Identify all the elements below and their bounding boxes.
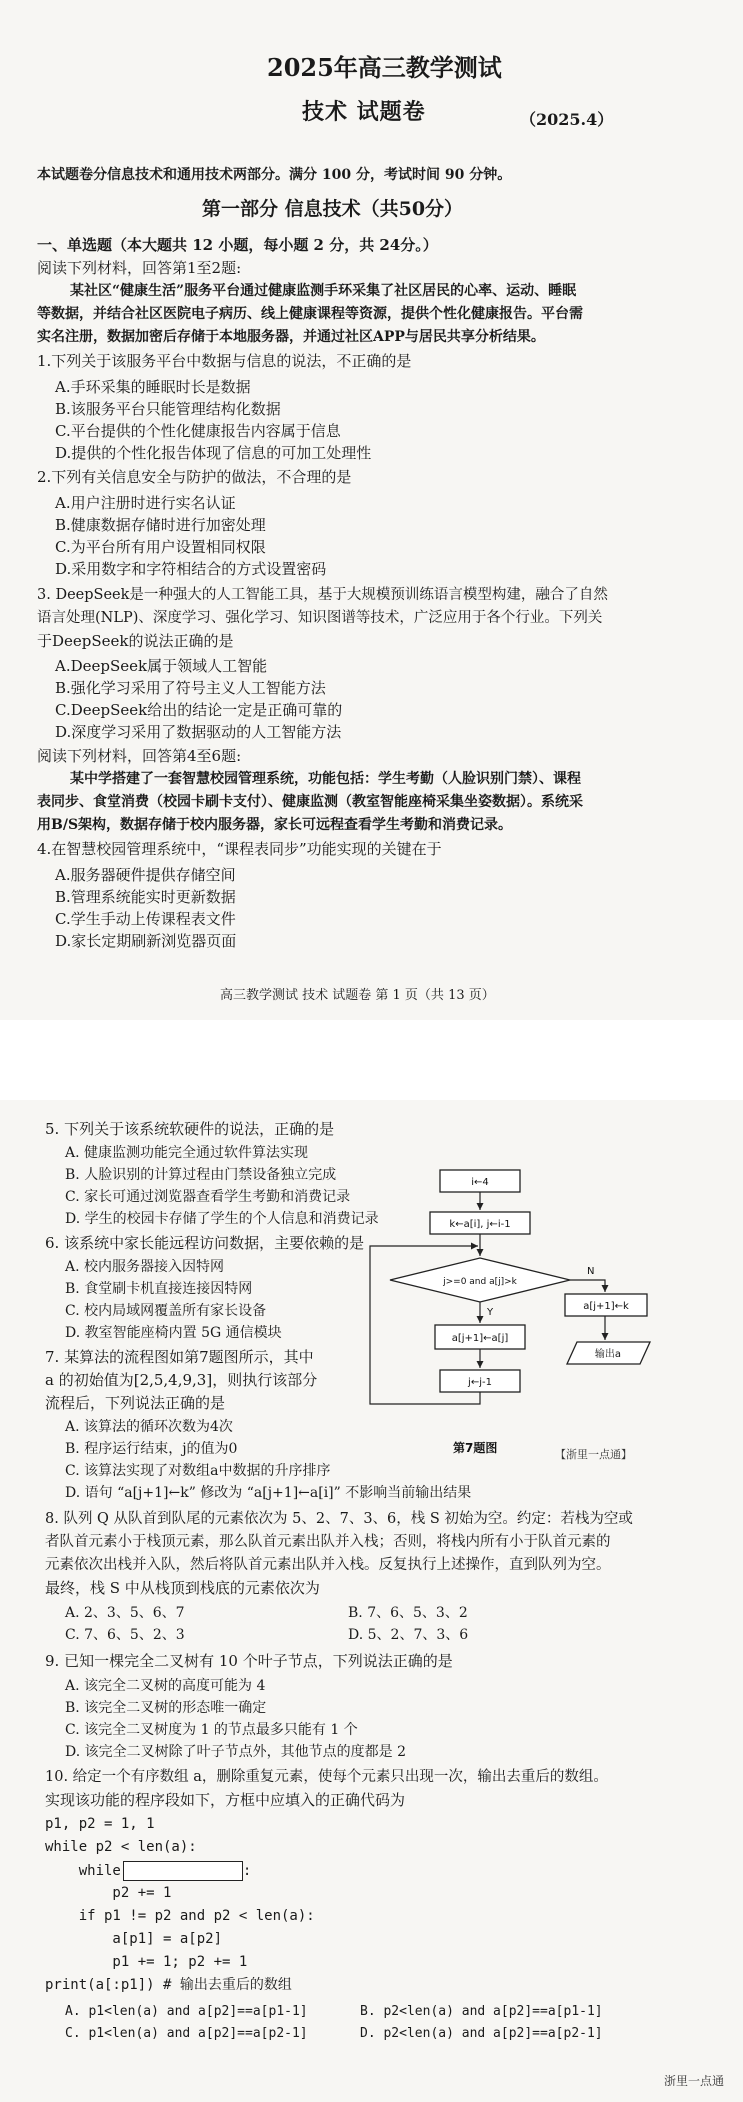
q5-option-a: A. 健康监测功能完全通过软件算法实现 (65, 1145, 309, 1161)
q5-option-c: C. 家长可通过浏览器查看学生考勤和消费记录 (65, 1189, 351, 1205)
q2-option-d: D.采用数字和字符相结合的方式设置密码 (55, 560, 327, 578)
q5-option-d: D. 学生的校园卡存储了学生的个人信息和消费记录 (65, 1211, 379, 1227)
q8-stem-line-1: 8. 队列 Q 从队首到队尾的元素依次为 5、2、7、3、6，栈 S 初始为空。约定：若栈为空或 (45, 1511, 633, 1527)
q2-option-c: C.为平台所有用户设置相同权限 (55, 538, 266, 556)
q8-option-d: D. 5、2、7、3、6 (348, 1627, 469, 1643)
q9-stem: 9. 已知一棵完全二叉树有 10 个叶子节点，下列说法正确的是 (45, 1652, 453, 1670)
q10-option-b: B. p2<len(a) and a[p2]==a[p1-1] (360, 2004, 603, 2019)
flow-assign-text: k←a[i], j←i-1 (449, 1219, 511, 1230)
q8-stem-line-4: 最终，栈 S 中从栈顶到栈底的元素依次为 (45, 1579, 320, 1597)
q8-stem-line-2: 者队首元素小于栈顶元素，那么队首元素出队并入栈；否则，将栈内所有小于队首元素的 (45, 1534, 611, 1550)
q6-stem: 6. 该系统中家长能远程访问数据，主要依赖的是 (45, 1234, 365, 1252)
flow-output-text: 输出a (594, 1349, 622, 1360)
corner-watermark: 浙里一点通 (664, 2074, 725, 2088)
q2-option-a: A.用户注册时进行实名认证 (55, 494, 236, 512)
reading-instruction-1: 阅读下列材料，回答第1至2题: (37, 259, 242, 277)
flowchart-watermark: 【浙里一点通】 (555, 1448, 632, 1461)
exam-subtitle: 技术 试题卷 (302, 99, 426, 125)
q1-option-b: B.该服务平台只能管理结构化数据 (55, 400, 281, 418)
exam-page-2 (0, 1100, 743, 2102)
exam-title: 2025年高三教学测试 (267, 53, 502, 82)
q10-stem-line-2: 实现该功能的程序段如下，方框中应填入的正确代码为 (45, 1791, 406, 1809)
flowchart-caption: 第7题图 (453, 1441, 498, 1455)
q10-code-line-1: p1, p2 = 1, 1 (45, 1816, 155, 1832)
exam-date: （2025.4） (520, 110, 614, 129)
q1-stem: 1.下列关于该服务平台中数据与信息的说法，不正确的是 (37, 352, 412, 370)
q4-option-c: C.学生手动上传课程表文件 (55, 910, 236, 928)
q10-code-line-8: print(a[:p1]) # 输出去重后的数组 (45, 1977, 292, 1993)
q8-option-c: C. 7、6、5、2、3 (65, 1627, 185, 1643)
flow-decrement-text: j←j-1 (468, 1377, 492, 1388)
q10-option-c: C. p1<len(a) and a[p2]==a[p2-1] (65, 2026, 308, 2041)
flow-place-text: a[j+1]←k (583, 1301, 629, 1312)
q7-flowchart (365, 1160, 665, 1480)
q7-stem-line-2: a 的初始值为[2,5,4,9,3]，则执行该部分 (45, 1371, 318, 1389)
q7-option-a: A. 该算法的循环次数为4次 (65, 1419, 233, 1435)
q9-option-c: C. 该完全二叉树度为 1 的节点最多只能有 1 个 (65, 1722, 358, 1738)
q7-stem-line-3: 流程后，下列说法正确的是 (45, 1394, 226, 1412)
q10-code-line-5: if p1 != p2 and p2 < len(a): (45, 1908, 315, 1924)
q7-option-b: B. 程序运行结束，j的值为0 (65, 1441, 238, 1457)
material-1-line-2: 等数据，并结合社区医院电子病历、线上健康课程等资源，提供个性化健康报告。平台需 (37, 306, 583, 322)
q10-code-line-2: while p2 < len(a): (45, 1839, 197, 1855)
q4-option-a: A.服务器硬件提供存储空间 (55, 866, 236, 884)
flow-yes-label: Y (487, 1307, 494, 1318)
q6-option-d: D. 教室智能座椅内置 5G 通信模块 (65, 1325, 282, 1341)
q2-option-b: B.健康数据存储时进行加密处理 (55, 516, 266, 534)
q4-stem: 4.在智慧校园管理系统中，“课程表同步”功能实现的关键在于 (37, 840, 442, 858)
material-2-line-1: 某中学搭建了一套智慧校园管理系统，功能包括：学生考勤（人脸识别门禁）、课程 (70, 771, 581, 787)
material-1-line-3: 实名注册，数据加密后存储于本地服务器，并通过社区APP与居民共享分析结果。 (37, 329, 545, 345)
q8-option-a: A. 2、3、5、6、7 (65, 1605, 185, 1621)
q10-answer-blank[interactable] (123, 1861, 243, 1881)
q9-option-b: B. 该完全二叉树的形态唯一确定 (65, 1700, 267, 1716)
flow-init-text: i←4 (471, 1177, 489, 1188)
q3-option-d: D.深度学习采用了数据驱动的人工智能方法 (55, 723, 342, 741)
page-footer: 高三教学测试 技术 试题卷 第 1 页（共 13 页） (220, 988, 495, 1003)
q9-option-d: D. 该完全二叉树除了叶子节点外，其他节点的度都是 2 (65, 1744, 406, 1760)
q10-stem-line-1: 10. 给定一个有序数组 a，删除重复元素，使每个元素只出现一次，输出去重后的数组。 (45, 1769, 608, 1785)
q3-stem-line-2: 语言处理(NLP)、深度学习、强化学习、知识图谱等技术，广泛应用于各个行业。下列关 (37, 610, 603, 626)
q10-code-line-7: p1 += 1; p2 += 1 (45, 1954, 248, 1970)
q6-option-b: B. 食堂刷卡机直接连接因特网 (65, 1281, 253, 1297)
q6-option-a: A. 校内服务器接入因特网 (65, 1259, 225, 1275)
q4-option-b: B.管理系统能实时更新数据 (55, 888, 236, 906)
q3-option-a: A.DeepSeek属于领域人工智能 (55, 657, 268, 675)
q10-code-while-keyword: while (45, 1863, 121, 1879)
q7-option-d: D. 语句 “a[j+1]←k” 修改为 “a[j+1]←a[i]” 不影响当前输出结果 (65, 1485, 472, 1501)
q1-option-c: C.平台提供的个性化健康报告内容属于信息 (55, 422, 341, 440)
material-2-line-3: 用B/S架构，数据存储于校内服务器，家长可远程查看学生考勤和消费记录。 (37, 817, 513, 833)
material-1-line-1: 某社区“健康生活”服务平台通过健康监测手环采集了社区居民的心率、运动、睡眠 (70, 283, 577, 299)
q3-option-b: B.强化学习采用了符号主义人工智能方法 (55, 679, 326, 697)
q5-stem: 5. 下列关于该系统软硬件的说法，正确的是 (45, 1120, 335, 1138)
q10-code-line-4: p2 += 1 (45, 1885, 172, 1901)
q10-option-d: D. p2<len(a) and a[p2]==a[p2-1] (360, 2026, 603, 2041)
q10-option-a: A. p1<len(a) and a[p2]==a[p1-1] (65, 2004, 308, 2019)
q7-stem-line-1: 7. 某算法的流程图如第7题图所示，其中 (45, 1348, 314, 1366)
q9-option-a: A. 该完全二叉树的高度可能为 4 (65, 1678, 266, 1694)
q1-option-d: D.提供的个性化报告体现了信息的可加工处理性 (55, 444, 372, 462)
part-title: 第一部分 信息技术（共50分） (202, 198, 464, 220)
q3-stem-line-3: 于DeepSeek的说法正确的是 (37, 632, 234, 650)
q6-option-c: C. 校内局域网覆盖所有家长设备 (65, 1303, 267, 1319)
q3-stem-line-1: 3. DeepSeek是一种强大的人工智能工具，基于大规模预训练语言模型构建，融合了自然 (37, 587, 608, 603)
q8-option-b: B. 7、6、5、3、2 (348, 1605, 468, 1621)
flow-shift-text: a[j+1]←a[j] (451, 1333, 509, 1344)
exam-intro: 本试题卷分信息技术和通用技术两部分。满分 100 分，考试时间 90 分钟。 (37, 167, 512, 183)
exam-page-1 (0, 0, 743, 1020)
q1-option-a: A.手环采集的睡眠时长是数据 (55, 378, 251, 396)
reading-instruction-2: 阅读下列材料，回答第4至6题: (37, 747, 242, 765)
q7-option-c: C. 该算法实现了对数组a中数据的升序排序 (65, 1463, 331, 1479)
q2-stem: 2.下列有关信息安全与防护的做法，不合理的是 (37, 468, 352, 486)
q5-option-b: B. 人脸识别的计算过程由门禁设备独立完成 (65, 1167, 337, 1183)
q3-option-c: C.DeepSeek给出的结论一定是正确可靠的 (55, 701, 343, 719)
q8-stem-line-3: 元素依次出栈并入队，然后将队首元素出队并入栈。反复执行上述操作，直到队列为空。 (45, 1557, 611, 1573)
q10-code-line-6: a[p1] = a[p2] (45, 1931, 223, 1947)
q10-code-line-3: while : (45, 1863, 252, 1879)
flow-no-label: N (587, 1266, 595, 1277)
flow-condition-text: j>=0 and a[j]>k (443, 1277, 517, 1287)
material-2-line-2: 表同步、食堂消费（校园卡刷卡支付）、健康监测（教室智能座椅采集坐姿数据）。系统采 (37, 794, 583, 810)
section-title: 一、单选题（本大题共 12 小题，每小题 2 分，共 24分。） (37, 236, 438, 254)
q4-option-d: D.家长定期刷新浏览器页面 (55, 932, 237, 950)
